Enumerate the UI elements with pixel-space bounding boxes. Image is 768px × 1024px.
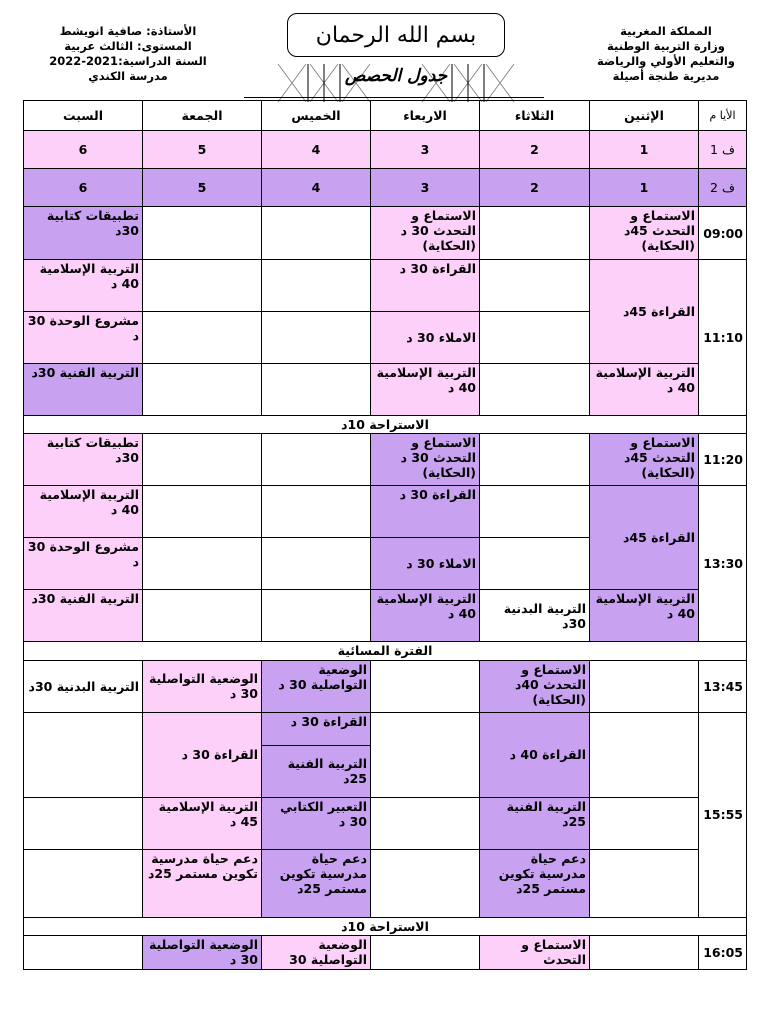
lesson-cell: الاملاء 30 د — [371, 538, 480, 590]
group-2-cell: 1 — [590, 169, 699, 207]
basmala-box: بسم الله الرحمان — [287, 13, 505, 57]
lesson-cell: الاستماع و التحدث 45د (الحكاية) — [590, 207, 699, 260]
empty-cell — [371, 935, 480, 969]
lesson-cell: الوضعية التواصلية 30 د — [262, 660, 371, 712]
lesson-cell: الوضعية التواصلية 30 د — [143, 935, 262, 969]
empty-cell — [480, 486, 590, 538]
empty-cell — [480, 364, 590, 416]
days-header-row — [24, 101, 747, 131]
day-friday: الجمعة — [143, 101, 262, 131]
empty-cell — [24, 935, 143, 969]
empty-cell — [143, 312, 262, 364]
time-cell: 09:00 — [699, 207, 747, 260]
lesson-cell: التربية الفنية 30د — [24, 364, 143, 416]
empty-cell — [143, 260, 262, 312]
empty-cell — [262, 538, 371, 590]
empty-cell — [262, 434, 371, 486]
empty-cell — [590, 797, 699, 849]
page-title: جدول الحصص — [344, 66, 448, 86]
table-row — [24, 207, 747, 260]
empty-cell — [371, 849, 480, 917]
day-saturday: السبت — [24, 101, 143, 131]
time-cell: 11:10 — [699, 260, 747, 416]
table-row — [24, 590, 747, 642]
empty-cell — [590, 935, 699, 969]
lesson-cell: التربية البدنية 30د — [24, 660, 143, 712]
lesson-cell: مشروع الوحدة 30 د — [24, 312, 143, 364]
empty-cell — [371, 712, 480, 797]
group-2-row — [24, 169, 747, 207]
time-cell: 16:05 — [699, 935, 747, 969]
empty-cell — [480, 312, 590, 364]
lesson-cell: القراءة 45د — [590, 486, 699, 590]
empty-cell — [143, 590, 262, 642]
header-kingdom: المملكة المغربية — [620, 24, 712, 38]
empty-cell — [590, 660, 699, 712]
empty-cell — [262, 486, 371, 538]
table-row — [24, 260, 747, 312]
lesson-cell: القراءة 40 د — [480, 712, 590, 797]
time-cell: 13:45 — [699, 660, 747, 712]
group-1-cell: 6 — [24, 131, 143, 169]
group-2-cell: 3 — [371, 169, 480, 207]
lesson-cell: التربية الإسلامية 40 د — [371, 590, 480, 642]
table-row — [24, 486, 747, 538]
day-wednesday: الاربعاء — [371, 101, 480, 131]
break-label: الفترة المسائية — [24, 642, 747, 660]
break-row — [24, 642, 747, 660]
lesson-cell: الاستماع و التحدث 30 د (الحكاية) — [371, 434, 480, 486]
timetable — [23, 100, 747, 970]
lesson-cell: القراءة 30 د — [143, 712, 262, 797]
group-2-cell: 2 — [480, 169, 590, 207]
group-2-label: ف 2 — [699, 169, 747, 207]
lesson-cell: دعم حياة مدرسية تكوين مستمر 25د — [480, 849, 590, 917]
break-row — [24, 416, 747, 434]
lesson-cell: التعبير الكتابي 30 د — [262, 797, 371, 849]
day-tuesday: الثلاثاء — [480, 101, 590, 131]
lesson-cell: التربية الإسلامية 40 د — [24, 486, 143, 538]
header-school: مدرسة الكندي — [88, 69, 168, 83]
empty-cell — [590, 712, 699, 797]
lesson-cell: تطبيقات كتابية 30د — [24, 207, 143, 260]
break-label: الاستراحة 10د — [24, 416, 747, 434]
lesson-cell: القراءة 30 د — [262, 712, 371, 745]
lesson-cell: الاستماع و التحدث — [480, 935, 590, 969]
lesson-cell: التربية البدنية 30د — [480, 590, 590, 642]
lesson-cell: التربية الفنية 25د — [262, 745, 371, 797]
lesson-cell: القراءة 45د — [590, 260, 699, 364]
empty-cell — [590, 849, 699, 917]
table-row — [24, 797, 747, 849]
lesson-cell: التربية الإسلامية 40 د — [590, 364, 699, 416]
lesson-cell: الاستماع و التحدث 30 د (الحكاية) — [371, 207, 480, 260]
header-level: المستوى: الثالث عربية — [64, 39, 192, 53]
corner-cell: الأيا م — [699, 101, 747, 131]
header-teacher-info — [28, 24, 228, 84]
header-teacher: الأستاذة: صافية انويشط — [59, 24, 197, 38]
table-row — [24, 660, 747, 712]
lesson-cell: تطبيقات كتابية 30د — [24, 434, 143, 486]
empty-cell — [24, 712, 143, 797]
lesson-cell: التربية الإسلامية 40 د — [590, 590, 699, 642]
time-cell: 13:30 — [699, 486, 747, 642]
group-1-row — [24, 131, 747, 169]
group-1-cell: 4 — [262, 131, 371, 169]
day-monday: الإثنين — [590, 101, 699, 131]
lesson-cell: التربية الإسلامية 45 د — [143, 797, 262, 849]
day-thursday: الخميس — [262, 101, 371, 131]
lesson-cell: التربية الفنية 25د — [480, 797, 590, 849]
empty-cell — [262, 207, 371, 260]
break-row — [24, 917, 747, 935]
group-1-cell: 2 — [480, 131, 590, 169]
group-1-label: ف 1 — [699, 131, 747, 169]
empty-cell — [262, 364, 371, 416]
empty-cell — [480, 260, 590, 312]
group-2-cell: 4 — [262, 169, 371, 207]
group-1-cell: 5 — [143, 131, 262, 169]
group-1-cell: 1 — [590, 131, 699, 169]
header-directorate: مديرية طنجة أصيلة — [612, 69, 720, 83]
break-label: الاستراحة 10د — [24, 917, 747, 935]
empty-cell — [143, 364, 262, 416]
lesson-cell: التربية الإسلامية 40 د — [24, 260, 143, 312]
table-row — [24, 935, 747, 969]
empty-cell — [480, 434, 590, 486]
empty-cell — [143, 207, 262, 260]
lesson-cell: التربية الإسلامية 40 د — [371, 364, 480, 416]
empty-cell — [262, 260, 371, 312]
header-ministry: وزارة التربية الوطنية — [607, 39, 725, 53]
table-row — [24, 849, 747, 917]
table-row — [24, 364, 747, 416]
lesson-cell: دعم حياة مدرسية تكوين مستمر 25د — [262, 849, 371, 917]
lesson-cell: الاستماع و التحدث 40د (الحكاية) — [480, 660, 590, 712]
group-1-cell: 3 — [371, 131, 480, 169]
empty-cell — [371, 797, 480, 849]
table-row — [24, 712, 747, 745]
lesson-cell: الوضعية التواصلية 30 د — [143, 660, 262, 712]
empty-cell — [143, 486, 262, 538]
empty-cell — [143, 434, 262, 486]
lesson-cell: التربية الفنية 30د — [24, 590, 143, 642]
header-institution — [576, 24, 756, 84]
lesson-cell: الاملاء 30 د — [371, 312, 480, 364]
lesson-cell: مشروع الوحدة 30 د — [24, 538, 143, 590]
empty-cell — [143, 538, 262, 590]
time-cell: 11:20 — [699, 434, 747, 486]
lesson-cell: دعم حياة مدرسية تكوين مستمر 25د — [143, 849, 262, 917]
time-cell: 15:55 — [699, 712, 747, 917]
empty-cell — [480, 207, 590, 260]
lesson-cell: الوضعية التواصلية 30 — [262, 935, 371, 969]
table-row — [24, 434, 747, 486]
group-2-cell: 5 — [143, 169, 262, 207]
header-year: السنة الدراسية:2021-2022 — [49, 54, 207, 68]
empty-cell — [480, 538, 590, 590]
empty-cell — [24, 849, 143, 917]
empty-cell — [262, 590, 371, 642]
lesson-cell: القراءة 30 د — [371, 486, 480, 538]
empty-cell — [262, 312, 371, 364]
lesson-cell: الاستماع و التحدث 45د (الحكاية) — [590, 434, 699, 486]
header-ministry-2: والتعليم الأولي والرياضة — [597, 54, 735, 68]
empty-cell — [371, 660, 480, 712]
group-2-cell: 6 — [24, 169, 143, 207]
title-underline — [244, 97, 544, 98]
lesson-cell: القراءة 30 د — [371, 260, 480, 312]
empty-cell — [24, 797, 143, 849]
